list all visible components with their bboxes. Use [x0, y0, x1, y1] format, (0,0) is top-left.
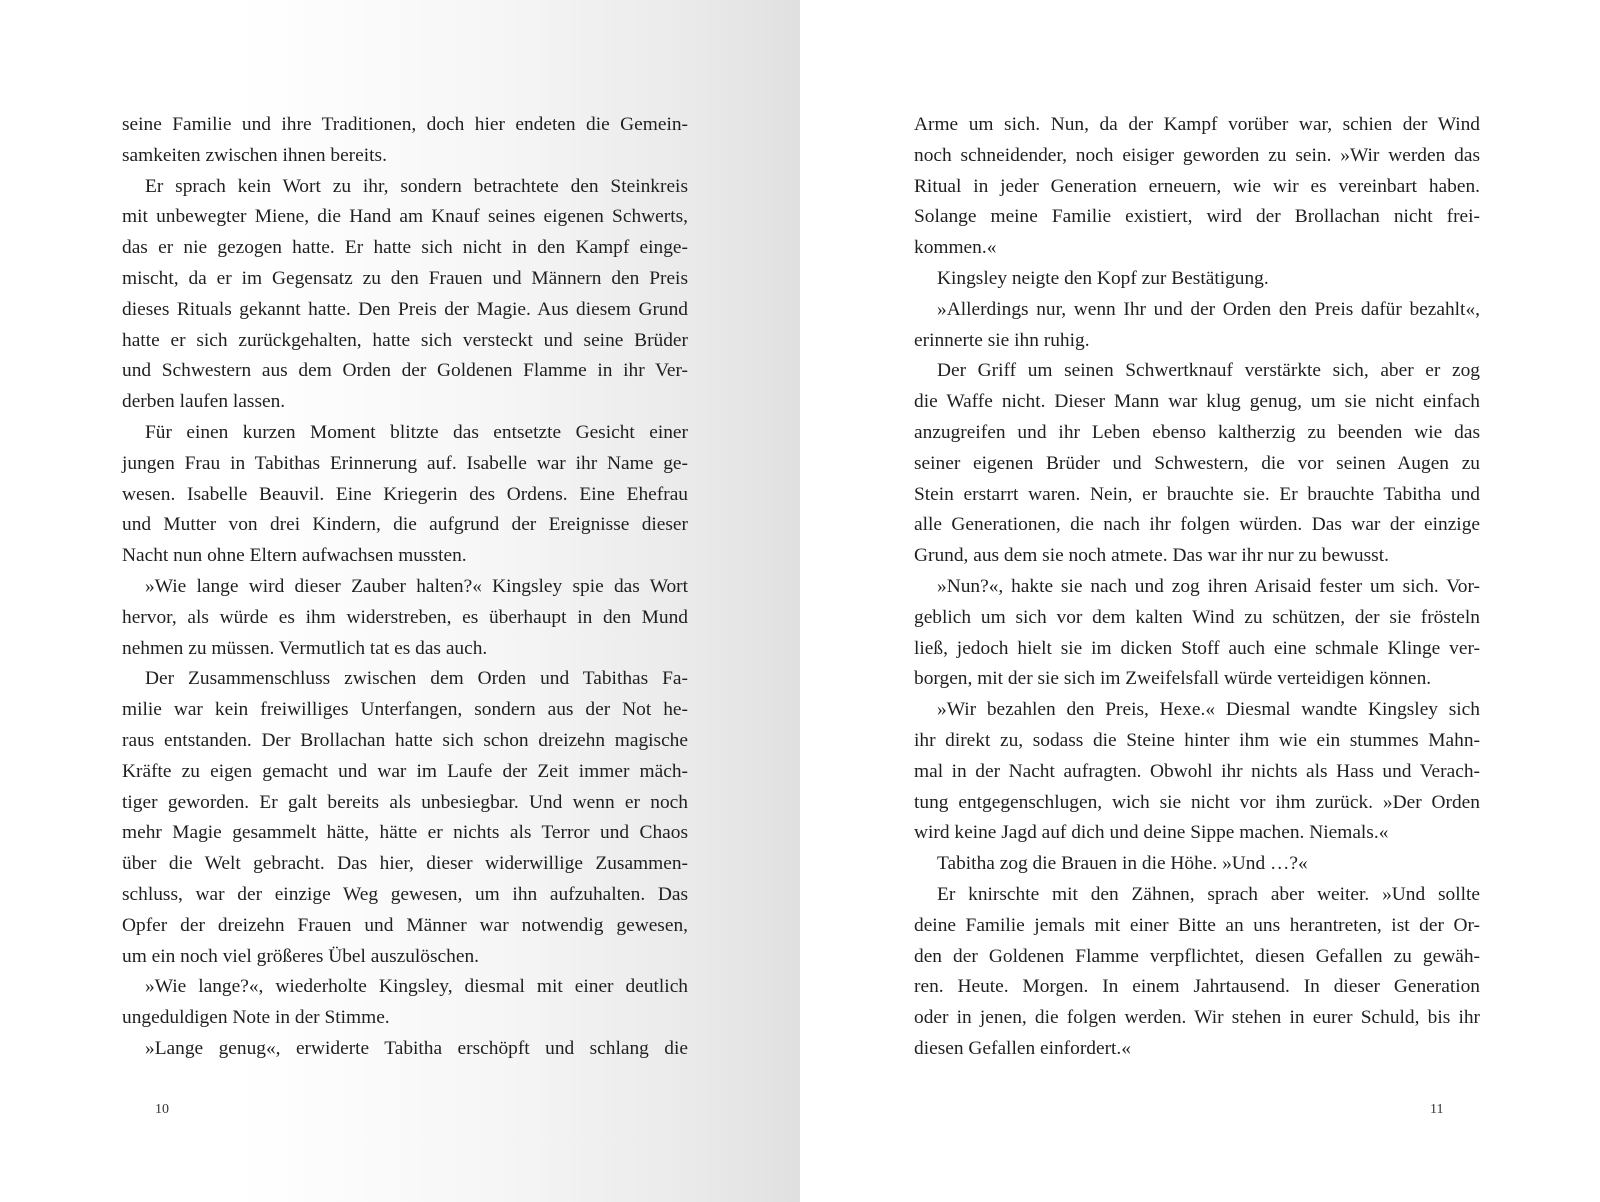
text-line: mal in der Nacht aufragten. Obwohl ihr nichts als Hass und Verach-	[914, 760, 1480, 782]
text-line: mehr Magie gesammelt hätte, hätte er nichts als Terror und Chaos	[122, 822, 688, 844]
text-line: Der Griff um seinen Schwertknauf verstärkte sich, aber er zog	[937, 360, 1480, 382]
left-page-text	[122, 110, 688, 1065]
text-line: dieses Rituals gekannt hatte. Den Preis der Magie. Aus diesem Grund	[122, 298, 688, 320]
text-line: Arme um sich. Nun, da der Kampf vorüber war, schien der Wind	[914, 114, 1480, 135]
text-line: »Wie lange wird dieser Zauber halten?« Kingsley spie das Wort	[145, 575, 688, 597]
page-number-right: 11	[1430, 1102, 1444, 1117]
text-line: Stein erstarrt waren. Nein, er brauchte sie. Er brauchte Tabitha und	[914, 483, 1480, 505]
text-line: mischt, da er im Gegensatz zu den Frauen und Männern den Preis	[122, 267, 688, 289]
text-line: und Mutter von drei Kindern, die aufgrund der Ereignisse dieser	[122, 514, 688, 536]
text-line: Er knirschte mit den Zähnen, sprach aber weiter. »Und sollte	[937, 883, 1480, 905]
text-line: »Lange genug«, erwiderte Tabitha erschöpft und schlang die	[145, 1037, 688, 1059]
text-line: erinnerte sie ihn ruhig.	[914, 329, 1090, 351]
text-line: seiner eigenen Brüder und Schwestern, die vor seinen Augen zu	[914, 452, 1480, 474]
text-line: »Allerdings nur, wenn Ihr und der Orden den Preis dafür bezahlt«,	[937, 298, 1480, 320]
text-line: »Wie lange?«, wiederholte Kingsley, diesmal mit einer deutlich	[145, 976, 688, 998]
text-line: diesen Gefallen einfordert.«	[914, 1037, 1131, 1059]
text-line: seine Familie und ihre Traditionen, doch hier endeten die Gemein-	[122, 114, 688, 135]
text-line: wesen. Isabelle Beauvil. Eine Kriegerin des Ordens. Eine Ehefrau	[122, 483, 688, 505]
text-line: milie war kein freiwilliges Unterfangen, sondern aus der Not he-	[122, 699, 688, 721]
text-line: hervor, als würde es ihm widerstreben, es überhaupt in den Mund	[122, 606, 688, 628]
text-line: das er nie gezogen hatte. Er hatte sich nicht in den Kampf einge-	[122, 237, 688, 259]
text-line: borgen, mit der sie sich im Zweifelsfall würde verteidigen können.	[914, 668, 1432, 690]
text-line: Solange meine Familie existiert, wird der Brollachan nicht frei-	[914, 206, 1480, 228]
page-number-left: 10	[155, 1102, 169, 1117]
text-line: hatte er sich zurückgehalten, hatte sich versteckt und seine Brüder	[122, 329, 688, 351]
text-line: Für einen kurzen Moment blitzte das entsetzte Gesicht einer	[145, 421, 688, 443]
text-line: oder in jenen, die folgen werden. Wir stehen in eurer Schuld, bis ihr	[914, 1007, 1480, 1029]
text-line: Der Zusammenschluss zwischen dem Orden und Tabithas Fa-	[145, 668, 688, 690]
text-line: kommen.«	[914, 237, 997, 259]
text-line: ließ, jedoch hielt sie im dicken Stoff auch eine schmale Klinge ver-	[914, 637, 1480, 659]
right-page-text	[914, 110, 1480, 1065]
text-line: Kingsley neigte den Kopf zur Bestätigung.	[937, 267, 1269, 289]
text-line: Ritual in jeder Generation erneuern, wie wir es vereinbart haben.	[914, 175, 1480, 197]
text-line: wird keine Jagd auf dich und deine Sippe machen. Niemals.«	[914, 822, 1389, 844]
text-line: deine Familie jemals mit einer Bitte an uns herantreten, ist der Or-	[914, 914, 1480, 936]
text-line: derben laufen lassen.	[122, 391, 286, 413]
text-line: raus entstanden. Der Brollachan hatte sich schon dreizehn magische	[122, 729, 688, 751]
text-line: ungeduldigen Note in der Stimme.	[122, 1007, 390, 1029]
text-line: samkeiten zwischen ihnen bereits.	[122, 144, 387, 166]
text-line: Opfer der dreizehn Frauen und Männer war notwendig gewesen,	[122, 914, 688, 936]
text-line: Kräfte zu eigen gemacht und war im Laufe der Zeit immer mäch-	[122, 760, 688, 782]
text-line: schluss, war der einzige Weg gewesen, um ihn aufzuhalten. Das	[122, 883, 688, 905]
text-line: jungen Frau in Tabithas Erinnerung auf. Isabelle war ihr Name ge-	[122, 452, 688, 474]
text-line: die Waffe nicht. Dieser Mann war klug genug, um sie nicht einfach	[914, 391, 1480, 413]
text-line: »Nun?«, hakte sie nach und zog ihren Arisaid fester um sich. Vor-	[937, 575, 1480, 597]
text-line: tung entgegenschlugen, wich sie nicht vor ihm zurück. »Der Orden	[914, 791, 1480, 813]
text-line: tiger geworden. Er galt bereits als unbesiegbar. Und wenn er noch	[122, 791, 688, 813]
text-line: noch schneidender, noch eisiger geworden zu sein. »Wir werden das	[914, 144, 1480, 166]
text-line: ihr direkt zu, sodass die Steine hinter ihm wie ein stummes Mahn-	[914, 729, 1480, 751]
text-line: ren. Heute. Morgen. In einem Jahrtausend. In dieser Generation	[914, 976, 1480, 998]
text-line: mit unbewegter Miene, die Hand am Knauf seines eigenen Schwerts,	[122, 206, 688, 228]
text-line: um ein noch viel größeres Übel auszulöschen.	[122, 945, 480, 967]
text-line: geblich um sich vor dem kalten Wind zu schützen, der sie frösteln	[914, 606, 1480, 628]
text-line: nehmen zu müssen. Vermutlich tat es das auch.	[122, 637, 488, 659]
text-line: und Schwestern aus dem Orden der Goldenen Flamme in ihr Ver-	[122, 360, 688, 382]
text-line: Nacht nun ohne Eltern aufwachsen mussten.	[122, 545, 467, 567]
text-line: alle Generationen, die nach ihr folgen würden. Das war der einzige	[914, 514, 1480, 536]
text-line: den der Goldenen Flamme verpflichtet, diesen Gefallen zu gewäh-	[914, 945, 1480, 967]
text-line: Grund, aus dem sie noch atmete. Das war ihr nur zu bewusst.	[914, 545, 1389, 567]
text-line: »Wir bezahlen den Preis, Hexe.« Diesmal wandte Kingsley sich	[937, 699, 1480, 721]
text-line: anzugreifen und ihr Leben ebenso kaltherzig zu beenden wie das	[914, 421, 1480, 443]
text-line: Er sprach kein Wort zu ihr, sondern betrachtete den Steinkreis	[145, 175, 688, 197]
text-line: Tabitha zog die Brauen in die Höhe. »Und …?«	[937, 853, 1308, 875]
right-page	[800, 0, 1600, 1202]
text-line: über die Welt gebracht. Das hier, dieser widerwillige Zusammen-	[122, 853, 688, 875]
